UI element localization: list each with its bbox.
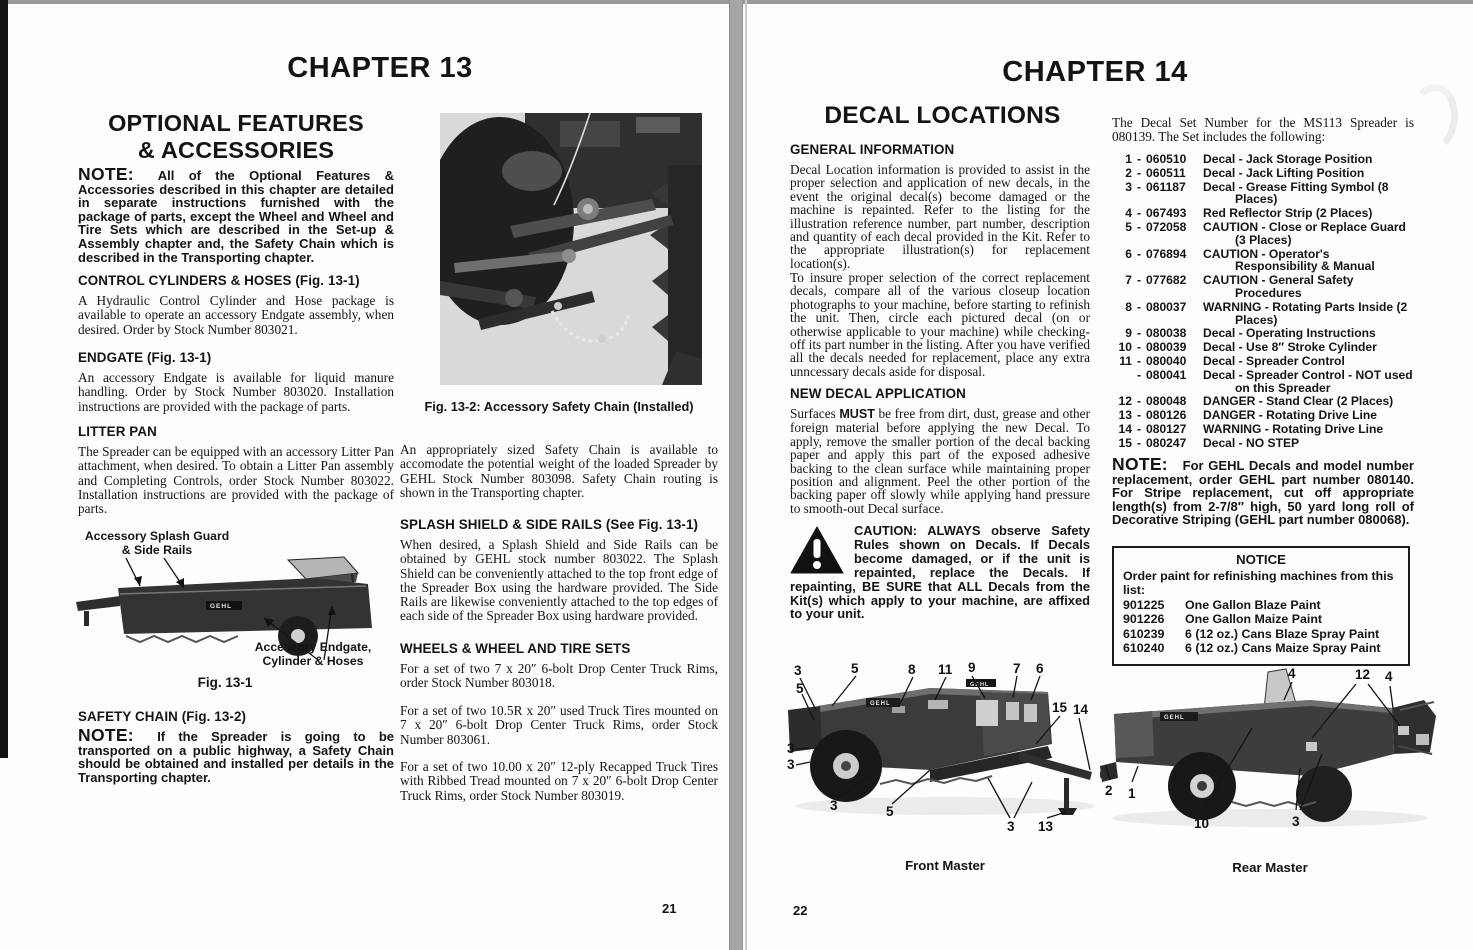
callout-label: 10 [1194, 816, 1210, 831]
brand-label: GEHL [210, 603, 233, 610]
para-wheels-1: For a set of two 7 x 20″ 6-bolt Drop Center Truck Rims, order Stock Number 803018. [400, 661, 718, 691]
callout-label: 7 [1013, 661, 1021, 676]
decal-list-row: 4 - 067493 Red Reflector Strip (2 Places) [1125, 206, 1373, 221]
decal-list-row: 15 - 080247 Decal - NO STEP [1118, 435, 1300, 450]
fig-13-1-label-endgate: Accessory Endgate, Cylinder & Hoses [254, 640, 372, 668]
decal-list-row: 3 - 061187 Decal - Grease Fitting Symbol (8 Places) [1125, 179, 1389, 207]
callout-label: 13 [1038, 819, 1054, 834]
decal-list-row: 8 - 080037 WARNING - Rotating Parts Inside (2 Places) [1125, 299, 1408, 327]
decal-locations-title: DECAL LOCATIONS [824, 102, 1061, 129]
callout-label: 3 [787, 757, 795, 772]
decal-set-intro: The Decal Set Number for the MS113 Spreader is 080139. The Set includes the following: [1112, 115, 1414, 144]
para-litter-pan: The Spreader can be equipped with an accessory Litter Pan attachment, when desired. To obtain a Litter Pan assembly and Completing Controls, order Stock Number 803022. Installation instructions are provided with the package of parts. [78, 444, 394, 517]
fig-13-1-caption: Fig. 13-1 [197, 675, 253, 690]
callout-label: 15 [1052, 700, 1068, 715]
scan-left-edge [0, 0, 8, 758]
callout-label: 3 [830, 798, 838, 813]
notice-item: 610239 6 (12 oz.) Cans Blaze Spray Paint [1123, 626, 1380, 641]
fig-13-1-label-splash: Accessory Splash Guard & Side Rails [84, 529, 230, 557]
decal-list-row: 11 - 080040 Decal - Spreader Control [1119, 353, 1345, 368]
decal-list-row: 14 - 080127 WARNING - Rotating Drive Line [1118, 421, 1384, 436]
callout-label: 14 [1073, 702, 1089, 717]
callout-label: 12 [1355, 667, 1371, 682]
para-new-decal: Surfaces MUST be free from dirt, dust, grease and other foreign material before applying the new Decal. To apply, remove the smaller portion of the decal backing paper and apply this part of the exposed adhesive backing to the clean surface while maintaining proper position and alignment. Peel the other portion of the backing paper off slowly while applying hand pressure to smooth-out Decal surface. [790, 406, 1090, 516]
figure-front-master [780, 648, 1110, 856]
page-gutter-divider [729, 0, 743, 950]
para-control-cylinders: A Hydraulic Control Cylinder and Hose package is available to operate an accessory Endgate assembly, when desired. Order by Stock Number 803021. [78, 293, 394, 337]
callout-label: 4 [1385, 669, 1393, 684]
para-safety-chain: An appropriately sized Safety Chain is available to accomodate the potential weight of the loaded Spreader by GEHL Stock Number 803098. Safety Chain routing is shown in the Transporting chapter. [400, 442, 718, 500]
decal-list-row: 1 - 060510 Decal - Jack Storage Position [1125, 152, 1373, 166]
decal-list-row: 9 - 080038 Decal - Operating Instructions [1125, 326, 1376, 341]
decal-list-row: 5 - 072058 CAUTION - Close or Replace Guard (3 Places) [1125, 219, 1406, 247]
callout-label: 5 [886, 804, 894, 819]
must-emphasis: MUST [839, 407, 875, 421]
callout-label: 3 [794, 663, 802, 678]
chapter-13-title: CHAPTER 13 [287, 52, 473, 84]
heading-endgate: ENDGATE (Fig. 13-1) [78, 350, 212, 365]
notice-subtitle: Order paint for refinishing machines from this list: [1123, 568, 1394, 597]
page-number-22: 22 [793, 903, 808, 918]
heading-new-decal-application: NEW DECAL APPLICATION [790, 386, 966, 401]
note-label: NOTE: [1112, 454, 1168, 474]
notice-title: NOTICE [1236, 552, 1286, 567]
brand-label: GEHL [970, 682, 990, 688]
para-wheels-2: For a set of two 10.5R x 20″ used Truck Tires mounted on 7 x 20″ 6-bolt Drop Center Truck Rims, order Stock Number 803061. [400, 703, 718, 747]
notice-item: 901225 One Gallon Blaze Paint [1123, 597, 1321, 612]
note-label: NOTE: [78, 725, 134, 745]
para-general-2: To insure proper selection of the correct replacement decals, compare all of the various closeup location photographs to your machine, before starting to refinish the unit. Then, circle each pictured decal (on or otherwise applicable to your machine) while checking-off its part number in the listing. After you have verified all the decals needed for replacement, place any extra unncessary decals aside for disposal. [790, 270, 1090, 379]
note-label: NOTE: [78, 164, 134, 184]
note-gehl-decals [1112, 454, 1414, 528]
caution-block [790, 524, 1090, 621]
decal-list-row: 13 - 080126 DANGER - Rotating Drive Line [1118, 408, 1378, 423]
decal-list-row: 10 - 080039 Decal - Use 8″ Stroke Cylinder [1118, 340, 1377, 355]
heading-safety-chain: SAFETY CHAIN (Fig. 13-2) [78, 709, 247, 724]
brand-label: GEHL [1164, 715, 1185, 721]
notice-box [1112, 546, 1410, 666]
section-title [78, 110, 394, 164]
decal-list-row: - 080041 Decal - Spreader Control - NOT used on this Spreader [1136, 367, 1413, 395]
para-splash-shield: When desired, a Splash Shield and Side Rails can be obtained by GEHL stock number 803022. The Splash Shield can be conveniently attached to the top front edge of the Spreader Box using the hardware provided. The Side Rails are likewise conveniently attached to the top edges of each side of the Spreader Box using hardware provided. [400, 537, 718, 624]
rear-master-caption: Rear Master [1232, 860, 1308, 875]
brand-label: GEHL [870, 701, 891, 707]
callout-label: 1 [1128, 786, 1136, 801]
callout-label: 4 [1288, 666, 1296, 681]
page-number-21: 21 [662, 901, 677, 916]
front-master-caption: Front Master [905, 858, 985, 873]
heading-control-cylinders: CONTROL CYLINDERS & HOSES (Fig. 13-1) [78, 273, 360, 288]
callout-label: 3 [1007, 819, 1015, 834]
section-title-line2: & ACCESSORIES [137, 137, 335, 163]
note-text: All of the Optional Features & Accessories described in this chapter are detailed in separate instructions furnished with the package of parts, except the Wheel and Wheel and Tire Sets which are described in the Set-up & Assembly chapter and, the Safety Chain which is described in the Transporting chapter. [78, 168, 394, 265]
heading-splash-shield: SPLASH SHIELD & SIDE RAILS (See Fig. 13-1) [400, 517, 699, 532]
heading-wheels: WHEELS & WHEEL AND TIRE SETS [400, 641, 631, 656]
note-text: If the Spreader is going to be transported on a public highway, a Safety Chain should be obtained and installed per details in the Transporting chapter. [78, 729, 394, 785]
callout-label: 11 [938, 662, 953, 677]
decal-list [1112, 153, 1414, 451]
callout-label: 5 [851, 661, 859, 676]
heading-general-information: GENERAL INFORMATION [790, 142, 955, 157]
note-optional-features [78, 164, 394, 265]
callout-label: 5 [796, 681, 804, 696]
note-safety-chain [78, 725, 394, 785]
warning-triangle-icon [790, 526, 844, 574]
page-gutter-line [745, 0, 747, 950]
callout-label: 2 [1105, 783, 1113, 798]
fig-13-2-caption: Fig. 13-2: Accessory Safety Chain (Installed) [424, 399, 694, 414]
notice-item: 610240 6 (12 oz.) Cans Maize Spray Paint [1123, 641, 1381, 655]
para-general-1: Decal Location information is provided to assist in the proper selection and application of new decals, in the event the original decal(s) become damaged or the machine is repainted. Refer to the listing for the illustration reference number, part number, description and quantity of each decal provided in the Kit. Refer to the appropriate illustration(s) for replacement location(s). [790, 162, 1090, 271]
para-endgate: An accessory Endgate is available for liquid manure handling. Order by Stock Number 803020. Installation instructions are provided with the package of parts. [78, 370, 394, 414]
callout-label: 3 [1292, 814, 1300, 829]
callout-label: 8 [908, 662, 916, 677]
decal-list-row: 12 - 080048 DANGER - Stand Clear (2 Places) [1118, 394, 1394, 409]
para-wheels-3: For a set of two 10.00 x 20″ 12-ply Recapped Truck Tires with Ribbed Tread mounted on 7 x 20″ 6-bolt Drop Center Truck Rims, order Stock Number 803019. [400, 759, 718, 803]
notice-item: 901226 One Gallon Maize Paint [1123, 612, 1323, 626]
section-title-line1: OPTIONAL FEATURES [108, 110, 364, 136]
callout-label: 3 [787, 741, 795, 756]
decal-list-row: 7 - 077682 CAUTION - General Safety Procedures [1125, 273, 1354, 300]
caution-text: CAUTION: ALWAYS observe Safety Rules shown on Decals. If Decals become damaged, or if the unit is repainted, replace the Decals. If repainting, BE SURE that ALL Decals from the Kit(s) which apply to your machine, are affixed to your unit. [790, 523, 1090, 622]
figure-rear-master [1100, 650, 1440, 858]
heading-litter-pan: LITTER PAN [78, 424, 157, 439]
callout-label: 9 [968, 660, 976, 675]
note-text: For GEHL Decals and model number replacement, order GEHL part number 080140. For Stripe replacement, cut off appropriate length(s) from 2-7/8″ high, 50 yard long roll of Decorative Striping (GEHL part number 080068). [1112, 458, 1414, 528]
callout-label: 6 [1036, 661, 1044, 676]
decal-list-row: 2 - 060511 Decal - Jack Lifting Position [1125, 165, 1365, 180]
figure-safety-chain-photo [440, 113, 702, 385]
decal-list-row: 6 - 076894 CAUTION - Operator's Responsibility & Manual [1125, 246, 1375, 274]
chapter-14-title: CHAPTER 14 [1002, 56, 1188, 88]
